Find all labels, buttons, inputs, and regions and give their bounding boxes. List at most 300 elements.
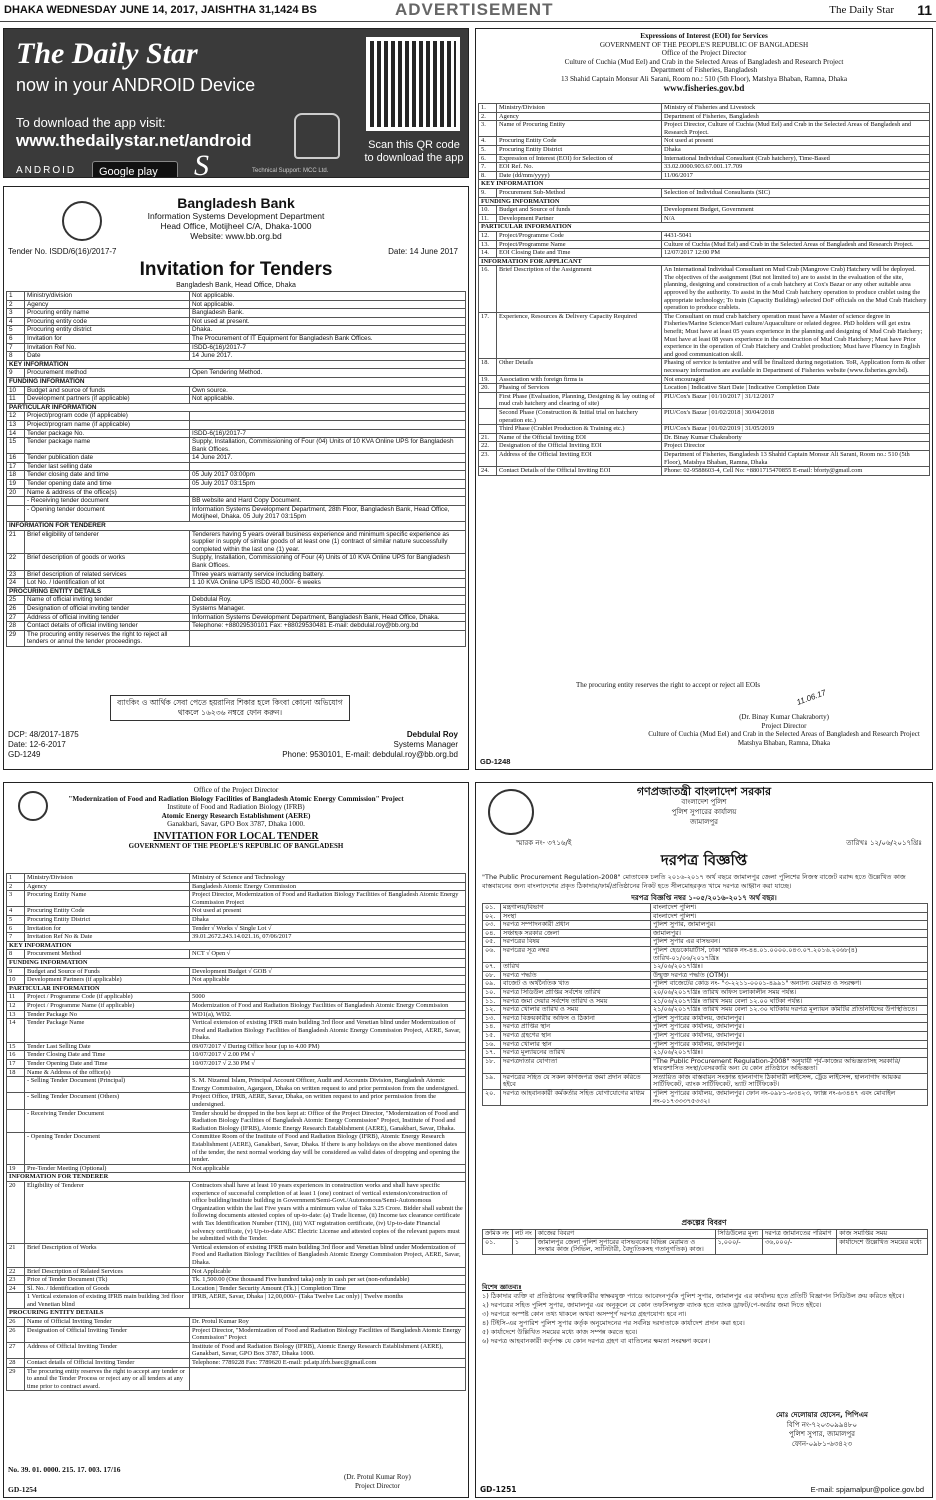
table-row xyxy=(479,188,930,197)
table-row xyxy=(479,171,930,180)
table-row xyxy=(7,343,466,352)
table-row xyxy=(483,1006,928,1015)
table-row xyxy=(7,941,466,950)
row-number: 23 xyxy=(7,570,25,579)
row-value: Bangladesh Bank. xyxy=(190,309,466,318)
table-row xyxy=(7,1243,466,1267)
row-label: দরপত্র সিডিউল প্রাপ্তির সর্বশেষ তারিখ xyxy=(501,988,651,997)
row-value: ২১/০৬/২০১৭খ্রিঃ তারিখ সময় বেলা ১২.০০ ঘটিকা পর্যন্ত। xyxy=(651,997,928,1006)
table-row xyxy=(7,1109,466,1133)
row-number: 11 xyxy=(7,993,25,1002)
row-value: Project Director, Culture of Cuchia (Mud Eel) and Crab in the Selected Areas of Bangladesh and Research Project. xyxy=(662,121,930,137)
table-row xyxy=(479,392,930,408)
row-value xyxy=(190,420,466,429)
row-value: Vertical extension of existing IFRB main building 3rd floor and Venetian blind under Modernization of Food and Radiation Biology Facilities of Bangladesh Atomic Energy Commission Project, AERE, Savar, Dhaka. xyxy=(190,1019,466,1043)
table-row xyxy=(483,1090,928,1106)
row-label: Procuring Entity District xyxy=(25,915,190,924)
row-value: 12/07/2017 12:00 PM xyxy=(662,249,930,258)
row-number: 3. xyxy=(479,121,497,137)
row-label: দরপত্রদাতার যোগ্যতা xyxy=(501,1057,651,1073)
row-label: Tender package name xyxy=(25,438,190,454)
row-label: Development partners (if applicable) xyxy=(25,395,190,404)
row-value: 1 10 KVA Online UPS ISDD 40,000/- 6 weeks xyxy=(190,579,466,588)
bb-sign: Debdulal Roy xyxy=(406,730,458,739)
row-value: Location | Tender Security Amount (Tk.) | Completion Time xyxy=(190,1284,466,1293)
google-play-badge: Google play xyxy=(92,161,178,178)
row-number: 6 xyxy=(7,334,25,343)
row-number: 26 xyxy=(7,604,25,613)
table-row xyxy=(7,403,466,412)
row-value: PIU/Cox's Bazar | 01/02/2019 | 31/05/2019 xyxy=(662,425,930,434)
bb-phone: Phone: 9530101, E-mail: debdulal.roy@bb.org.bd xyxy=(282,750,458,759)
row-number: 9 xyxy=(7,369,25,378)
row-label: Association with foreign firms is xyxy=(497,375,662,384)
table-row xyxy=(7,1342,466,1358)
row-number: 25 xyxy=(7,596,25,605)
fish-h1: Expressions of Interest (EOI) for Services xyxy=(640,32,768,40)
ad-url: www.thedailystar.net/android xyxy=(16,131,252,150)
row-value: 5000 xyxy=(190,993,466,1002)
pt-head-0: ক্রমিক নং xyxy=(483,1230,513,1239)
row-label: Procuring entity code xyxy=(25,317,190,326)
table-row xyxy=(7,317,466,326)
row-number: 4. xyxy=(479,137,497,146)
row-label: Procurement Method xyxy=(25,950,190,959)
fish-h4: Culture of Cuchia (Mud Eel) and Crab in the Selected Areas of Bangladesh and Research Project xyxy=(564,57,844,66)
row-value: Not applicable. xyxy=(190,292,466,301)
bb-signdes: Systems Manager xyxy=(393,740,458,749)
row-number: 19 xyxy=(7,1164,25,1173)
row-number xyxy=(479,408,497,424)
row-number: 18 xyxy=(7,1068,25,1077)
row-value: Debdulal Roy. xyxy=(190,596,466,605)
police-h3: পুলিশ সুপারের কার্যালয় xyxy=(671,808,737,816)
aere-signdes: Project Director xyxy=(354,1481,400,1490)
table-row xyxy=(7,522,466,531)
row-label: দরপত্র পদ্ধতি xyxy=(501,971,651,980)
row-value: Project Director, "Modernization of Food and Radiation Biology Facilities of Bangladesh Atomic Energy Commission" Project xyxy=(190,1326,466,1342)
aere-refno: No. 39. 01. 0000. 215. 17. 003. 17/16 xyxy=(8,1465,121,1474)
row-label: Project/Programme Code xyxy=(497,231,662,240)
table-row xyxy=(7,1293,466,1309)
row-label: Eligibility of Tenderer xyxy=(25,1181,190,1243)
android-robot-icon xyxy=(294,113,340,159)
table-row xyxy=(7,993,466,1002)
row-value: Project Director xyxy=(662,442,930,451)
row-number xyxy=(7,1093,25,1109)
scan-caption: Scan this QR code to download the app xyxy=(364,139,464,164)
table-row xyxy=(7,554,466,570)
row-value: Modernization of Food and Radiation Biology Facilities of Bangladesh Atomic Energy Commission xyxy=(190,1001,466,1010)
row-value xyxy=(190,462,466,471)
row-number: 16. xyxy=(479,266,497,313)
row-value: PIU/Cox's Bazar | 01/02/2018 | 30/04/2018 xyxy=(662,408,930,424)
row-label: Procurement method xyxy=(25,369,190,378)
table-row xyxy=(7,369,466,378)
table-row xyxy=(483,1049,928,1058)
fish-sign: (Dr. Binay Kumar Chakraborty) xyxy=(739,713,829,721)
row-label: দরপত্র গ্রহণের স্থান xyxy=(501,1031,651,1040)
row-number: ০৫. xyxy=(483,938,501,947)
row-label: - Opening tender document xyxy=(25,505,190,521)
table-row xyxy=(7,907,466,916)
row-value: পুলিশ সুপারের কার্যালয়, জামালপুর। xyxy=(651,1031,928,1040)
row-number: 8. xyxy=(479,171,497,180)
row-value: Department of Fisheries, Bangladesh xyxy=(662,112,930,121)
row-label: Designation of Official Inviting Tender xyxy=(25,1326,190,1342)
row-number: 2 xyxy=(7,882,25,891)
fish-signature-date: 11.06.17 xyxy=(795,688,828,707)
row-number: ১৬. xyxy=(483,1040,501,1049)
table-row xyxy=(7,1164,466,1173)
row-number: ১০. xyxy=(483,988,501,997)
table-row xyxy=(479,467,930,476)
row-value: Own source. xyxy=(190,386,466,395)
row-number: 3 xyxy=(7,309,25,318)
row-number xyxy=(7,497,25,506)
daily-star-logo: The Daily Star xyxy=(16,37,198,70)
bb-office: Head Office, Motijheel C/A, Dhaka-1000 xyxy=(160,221,312,231)
daily-star-app-ad xyxy=(3,28,469,178)
police-h4: জামালপুর xyxy=(689,818,719,826)
row-number: 17. xyxy=(479,312,497,359)
table-row xyxy=(479,197,930,206)
table-row xyxy=(479,104,930,113)
row-number: 19 xyxy=(7,480,25,489)
row-label: Experience, Resources & Delivery Capacity Required xyxy=(497,312,662,359)
pt-cell-1: ১ xyxy=(512,1238,535,1254)
row-value: Bangladesh Atomic Energy Commission xyxy=(190,882,466,891)
row-value: ২০/০৬/২০১৭খ্রিঃ তারিখ অফিস চলাকালীন সময় পর্যন্ত। xyxy=(651,988,928,997)
row-value: 10/07/2017 √ 2.00 PM √ xyxy=(190,1051,466,1060)
row-number: 12 xyxy=(7,1001,25,1010)
row-label: Tender Opening Date and Time xyxy=(25,1060,190,1069)
table-row xyxy=(7,420,466,429)
police-tender xyxy=(475,782,933,1498)
row-number: 29 xyxy=(7,630,25,646)
row-value: Dr. Binay Kumar Chakraborty xyxy=(662,433,930,442)
row-number: 14. xyxy=(479,249,497,258)
row-value: Information Systems Development Department, Bangladesh Bank, Head Office, Dhaka. xyxy=(190,613,466,622)
row-value: Tender √ Works √ Single Lot √ xyxy=(190,924,466,933)
row-number: ০৭. xyxy=(483,963,501,972)
table-row xyxy=(7,1181,466,1243)
bb-title: Invitation for Tenders xyxy=(139,259,333,280)
row-label: Development Partner xyxy=(497,214,662,223)
row-value: The Procurement of IT Equipment for Bangladesh Bank Offices. xyxy=(190,334,466,343)
row-number: 11. xyxy=(479,214,497,223)
row-label: তারিখ xyxy=(501,963,651,972)
table-row xyxy=(7,1060,466,1069)
police-note: ২) দরপত্রের সহিত পুলিশ সুপার, জামালপুর এর অনুকূলে যে কোন তফসিলভুক্ত ব্যাংক হতে ব্যাংক ড্রাফট/পে-অর্ডার জমা দিতে হইবে। xyxy=(482,1301,822,1309)
row-label: Brief eligibility of tenderer xyxy=(25,530,190,554)
aere-sign: (Dr. Protul Kumar Roy) xyxy=(344,1473,411,1481)
row-value: Development Budget, Government xyxy=(662,206,930,215)
row-number: 17 xyxy=(7,462,25,471)
pt-cell-5: কার্যাদেশে উল্লেখিত সময়ের মধ্যে xyxy=(837,1238,928,1254)
row-number: 22. xyxy=(479,442,497,451)
row-label: Development Partners (if applicable) xyxy=(25,976,190,985)
row-value: পুলিশ সুপারের কার্যালয়, জামালপুর। xyxy=(651,1023,928,1032)
row-value: Tender should be dropped in the box kept at: Office of the Project Director, "Modernization of Food and Radiation Biology Facilities of Bangladesh Atomic Energy Commission" Project, Institute of Food and Radiation Biology (IFRB), Atomic Energy Research Establishment (AERE), Ganakbari, Savar, Dhaka. xyxy=(190,1109,466,1133)
table-row xyxy=(7,967,466,976)
table-row xyxy=(479,137,930,146)
table-row xyxy=(7,596,466,605)
table-row xyxy=(479,312,930,359)
row-value: Telephone: 7789228 Fax: 7789620 E-mail: pd.atp.ifrb.baec@gmail.com xyxy=(190,1359,466,1368)
row-label: 1 Vertical extension of existing IFRB main building 3rd floor and Venetian blind xyxy=(25,1293,190,1309)
pt-cell-2: জামালপুর জেলা পুলিশ সুপারের বাসভবনের বিভিন্ন মেরামত ও সংস্কার কাজ (সিভিল, স্যানিটারী, বৈদ্যুতিকসহ গতানুগতিক) কাজ। xyxy=(535,1238,715,1254)
row-number: ০৩. xyxy=(483,921,501,930)
row-number: 18. xyxy=(479,359,497,375)
bb-date2: Date: 12-6-2017 xyxy=(8,740,66,749)
fish-h6: 13 Shahid Captain Monsur Ali Sarani, Room no.: 510 (5th Floor), Matshya Bhaban, Ramna, Dhaka xyxy=(560,74,848,83)
row-value: Not applicable. xyxy=(190,300,466,309)
row-number: 15 xyxy=(7,1042,25,1051)
row-number: 24 xyxy=(7,579,25,588)
row-number: 2. xyxy=(479,112,497,121)
row-number: ২০. xyxy=(483,1090,501,1106)
row-label: মন্ত্রণালয়/বিভাগ xyxy=(501,904,651,913)
table-row xyxy=(7,360,466,369)
pt-cell-4: ৩৬,০০০/- xyxy=(762,1238,836,1254)
row-number: 7. xyxy=(479,163,497,172)
section-heading: KEY INFORMATION xyxy=(7,941,466,950)
row-value: WD1(a), WD2. xyxy=(190,1010,466,1019)
tech-support: Technical Support: MCC Ltd. xyxy=(252,168,329,174)
table-row xyxy=(7,924,466,933)
table-row xyxy=(7,1068,466,1077)
row-value: Dhaka xyxy=(190,915,466,924)
table-row xyxy=(7,497,466,506)
table-row xyxy=(7,604,466,613)
table-row xyxy=(7,1093,466,1109)
row-label: সঞ্চাহক সরকার জেলা xyxy=(501,929,651,938)
row-label: Procuring entity district xyxy=(25,326,190,335)
row-label: - Receiving tender document xyxy=(25,497,190,506)
row-value: Phasing of service is tentative and will be finalized during negotiation. ToR, Application form & other necessary information are available in Department of Fisheries website (www.fisheries.gov.bd). xyxy=(662,359,930,375)
row-value xyxy=(190,412,466,421)
table-row xyxy=(7,613,466,622)
row-label: Contact details of official inviting tender xyxy=(25,622,190,631)
ad-line-1: now in your ANDROID Device xyxy=(16,75,256,95)
table-row xyxy=(7,429,466,438)
pt-head-4: দরপত্র জামানতের পরিমাণ xyxy=(762,1230,836,1239)
fish-h2: GOVERNMENT OF THE PEOPLE'S REPUBLIC OF BANGLADESH xyxy=(599,40,809,49)
aere-h1: Office of the Project Director xyxy=(193,786,279,794)
row-value: ISDD-6(16)/2017-7 xyxy=(190,429,466,438)
row-label: দরপত্রের সহিত যে সকল কাগজপত্র জমা প্রদান করিতে হইবে xyxy=(501,1073,651,1089)
row-number: 28 xyxy=(7,622,25,631)
pt-head-2: কাজের বিবরণ xyxy=(535,1230,715,1239)
row-value: "The Public Procurement Regulation-2008" অনুযায়ী পূর্ব-কাজের অভিজ্ঞতাসহ সরকারি/স্বায়ত্তশাসিত সংস্থা/বেসরকারি অন্য যে কোন প্রতিষ্ঠানে অভিজ্ঞতা। xyxy=(651,1057,928,1073)
row-label: Tender Last Selling Date xyxy=(25,1042,190,1051)
table-row xyxy=(483,988,928,997)
row-number: 9 xyxy=(7,967,25,976)
table-row xyxy=(479,180,930,189)
row-label: Project/program name (if applicable) xyxy=(25,420,190,429)
fish-foot2: Matshya Bhaban, Ramna, Dhaka xyxy=(737,738,831,747)
row-label: Agency xyxy=(25,882,190,891)
row-label: Tender closing date and time xyxy=(25,471,190,480)
aere-h2: "Modernization of Food and Radiation Biology Facilities of Bangladesh Atomic Energy Commission" Project xyxy=(68,794,404,803)
row-label: Tender opening date and time xyxy=(25,480,190,489)
fish-h3: Office of the Project Director xyxy=(661,49,747,58)
table-row xyxy=(479,163,930,172)
table-row xyxy=(7,874,466,883)
row-label: দরপত্র আহবানকারী কর্মকর্তার সহিত যোগাযোগের মাধ্যম xyxy=(501,1090,651,1106)
row-value: বাংলাদেশ পুলিশ। xyxy=(651,904,928,913)
row-number: ১৭. xyxy=(483,1049,501,1058)
row-label: Brief Description of Related Services xyxy=(25,1267,190,1276)
row-number: 21 xyxy=(7,530,25,554)
police-intro: "The Public Procurement Regulation-2008" মোতাবেক চলতি ২০১৬-২০১৭ অর্থ বছরে জামালপুর জেলা পুলিশের নিজস্ব বাজেট বরাদ্দ হতে উল্লেখিত কাজ বাস্তবায়নের জন্য বাংলাদেশের প্রকৃত ঠিকাদার/ফার্ম/প্রতিষ্ঠানের নিকট হতে সীলমোহরকৃত খামে দরপত্র আহ্বান করা যাচ্ছে। xyxy=(482,873,906,890)
row-label: দরপত্রের বিষয় xyxy=(501,938,651,947)
table-row xyxy=(7,915,466,924)
table-row xyxy=(7,882,466,891)
row-label: Procuring Entity Code xyxy=(497,137,662,146)
row-value: Tenderers having 5 years overall business experience and minimum specific experience as supplier in supply of similar goods of at least one (1) contract of similar nature successfully completed within the last one (1) year. xyxy=(190,530,466,554)
row-label: Tender Package Name xyxy=(25,1019,190,1043)
row-label: Date (dd/mm/yyyy) xyxy=(497,171,662,180)
table-row xyxy=(7,386,466,395)
fisheries-eoi xyxy=(475,28,933,770)
row-number: 11 xyxy=(7,395,25,404)
table-row xyxy=(7,1019,466,1043)
section-heading: PARTICULAR INFORMATION xyxy=(7,984,466,993)
fish-gd: GD-1248 xyxy=(480,757,511,766)
table-row xyxy=(7,377,466,386)
row-number: 8 xyxy=(7,950,25,959)
row-number: 1 xyxy=(7,292,25,301)
row-number xyxy=(7,1293,25,1309)
table-row xyxy=(7,1133,466,1164)
row-number: 19. xyxy=(479,375,497,384)
row-label: Project/Programme Name xyxy=(497,240,662,249)
row-number: 18 xyxy=(7,471,25,480)
row-number: 3 xyxy=(7,891,25,907)
police-title: দরপত্র বিজ্ঞপ্তি xyxy=(660,851,748,869)
table-row xyxy=(483,946,928,962)
table-row xyxy=(7,1010,466,1019)
table-row xyxy=(7,1051,466,1060)
police-subtitle: দরপত্র বিজ্ঞপ্তি নম্বর ১-০৫/২০১৬-২০১৭ অর্থ বছর। xyxy=(631,894,777,902)
row-label: দরপত্র খোলার স্থান xyxy=(501,1040,651,1049)
table-row xyxy=(7,1367,466,1391)
row-value: NCT √ Open √ xyxy=(190,950,466,959)
table-row xyxy=(483,963,928,972)
row-value: পুলিশ হেডকোয়ার্টার্স, ঢাকা স্মারক নং-৪৪.০১.০০০০.০৪৩.০৭.২০১৬.২০৬৮(৪) তারিখ-০১/০৬/২০১৭খ্রিঃ xyxy=(651,946,928,962)
row-value: 33.02.0000.903.67.001.17.709 xyxy=(662,163,930,172)
row-label: Address of the Official Inviting EOI xyxy=(497,450,662,466)
police-sign2: বিপি নং-৭২০৩০৯৯৪৮০ xyxy=(786,1420,857,1429)
fish-signdes: Project Director xyxy=(761,721,807,730)
row-label: Procuring Entity Code xyxy=(25,907,190,916)
row-value: Dhaka. xyxy=(190,326,466,335)
table-row xyxy=(479,257,930,266)
row-value: Three years warranty service including battery. xyxy=(190,570,466,579)
row-label: Project / Programme Code (if applicable) xyxy=(25,993,190,1002)
row-label: Lot No. / Identification of lot xyxy=(25,579,190,588)
table-row xyxy=(479,112,930,121)
row-value: Not applicable xyxy=(190,976,466,985)
row-value: S. M. Nizamul Islam, Principal Account Officer, Audit and Accounts Division, Bangladesh Atomic Energy Commission, Agargaon, Dhaka on written request to and prior permission from the undersigned. xyxy=(190,1077,466,1093)
row-label: EOI Closing Date and Time xyxy=(497,249,662,258)
row-number: 4 xyxy=(7,907,25,916)
row-label: দরপত্র প্রাপ্তির স্থান xyxy=(501,1023,651,1032)
row-value: Contractors shall have at least 10 years experiences in construction works and shall have specific experience of successful completion of at least 1 (one) contract of vertical extension/construction of office building/institute building in Government/Semi-Govt./Autonomous/Semi-Autonomous Organization within the last Five years with a minimum value of Taka 3.25 Crore. Bidder shall submit the following documents attested copies of up-to-date: (a) Trade license, (ii) Income tax clearance certificate with Tax Identification Number (TIN), (iii) VAT registration certificate, (iv) Up-to-date Financial solvency certificate, (v) Up-to-date ABC Electric License and attested copies of the relevant papers must be submitted with the Tender. xyxy=(190,1181,466,1243)
row-label: Project / Programme Name (if applicable) xyxy=(25,1001,190,1010)
row-label: Brief description of goods or works xyxy=(25,554,190,570)
row-label: Designation of official inviting tender xyxy=(25,604,190,613)
row-label: Name of the Official Inviting EOI xyxy=(497,433,662,442)
bb-website: Website: www.bb.org.bd xyxy=(190,231,282,241)
table-row xyxy=(7,1284,466,1293)
row-value: Ministry of Science and Technology xyxy=(190,874,466,883)
row-number: 21. xyxy=(479,433,497,442)
row-label: Sl. No. / Identification of Goods xyxy=(25,1284,190,1293)
row-number: ০৬. xyxy=(483,946,501,962)
aere-h3: Institute of Food and Radiation Biology (IFRB) xyxy=(167,803,305,812)
table-row xyxy=(483,904,928,913)
row-number: 27 xyxy=(7,1342,25,1358)
row-value: Not encouraged xyxy=(662,375,930,384)
row-number: 20. xyxy=(479,384,497,393)
row-number: 13. xyxy=(479,240,497,249)
row-label: Procuring Entity District xyxy=(497,145,662,154)
row-number: ০২. xyxy=(483,912,501,921)
police-note: ৬) দরপত্র আহবানকারী কর্তৃপক্ষ যে কোন দরপত্র গ্রহণ বা বাতিলের ক্ষমতা সংরক্ষণ করেন। xyxy=(482,1337,711,1345)
row-value: উন্মুক্ত দরপত্র পদ্ধতি (OTM)। xyxy=(651,971,928,980)
police-note: ৫) কার্যাদেশে উল্লিখিত সময়ের মধ্যে কাজ সম্পন্ন করতে হবে। xyxy=(482,1328,638,1336)
row-label: Third Phase (Crablet Production & Training etc.) xyxy=(497,425,662,434)
row-number: 12. xyxy=(479,231,497,240)
row-value: পুলিশ সুপারের কার্যালয়, জামালপুর। xyxy=(651,1014,928,1023)
row-label: Address of official inviting tender xyxy=(25,613,190,622)
row-value: Location | Indicative Start Date | Indicative Completion Date xyxy=(662,384,930,393)
row-value: Dhaka xyxy=(662,145,930,154)
bb-complaint-notice: ব্যাংকিং ও আর্থিক সেবা পেতে হয়রানির শিকার হলে কিংবা কোনো অভিযোগ থাকলে ১৬২৩৬ নম্বরে ফোন করুন। xyxy=(110,695,350,721)
row-value: Culture of Cuchia (Mud Eel) and Crab in the Selected Areas of Bangladesh and Research Project. xyxy=(662,240,930,249)
row-number: ১৫. xyxy=(483,1031,501,1040)
row-label: Name & address of the office(s) xyxy=(25,488,190,497)
pt-head-1: লট নং xyxy=(512,1230,535,1239)
row-label: Invitation Ref No. xyxy=(25,343,190,352)
table-row xyxy=(479,450,930,466)
row-label: Budget and Source of funds xyxy=(497,206,662,215)
row-number: 10 xyxy=(7,386,25,395)
row-label: Second Phase (Construction & Initial trial on hatchery operation etc.) xyxy=(497,408,662,424)
police-sign4: ফোন-০৯৮১-৬৩৪২৩ xyxy=(791,1439,853,1448)
aere-gd: GD-1254 xyxy=(8,1485,37,1494)
table-row xyxy=(479,154,930,163)
row-label: Procuring entity name xyxy=(25,309,190,318)
table-row xyxy=(479,240,930,249)
row-value: Systems Manager. xyxy=(190,604,466,613)
pt-cell-0: ০১. xyxy=(483,1238,513,1254)
row-value: 05 July 2017 03:00pm xyxy=(190,471,466,480)
row-number xyxy=(479,392,497,408)
police-project-table xyxy=(482,1229,928,1255)
police-ref: স্মারক নং- ৩৭১৬/ই xyxy=(516,839,572,847)
table-row xyxy=(7,1173,466,1182)
row-number: ১৯. xyxy=(483,1073,501,1089)
row-value: 10/07/2017 √ 2.30 PM √ xyxy=(190,1060,466,1069)
table-row xyxy=(7,530,466,554)
row-label: দরপত্র সম্পাদনকারী প্রধান xyxy=(501,921,651,930)
row-value: Project Director, Modernization of Food and Radiation Biology Facilities of Bangladesh Atomic Energy Commission Project xyxy=(190,891,466,907)
police-seal-icon xyxy=(488,789,534,835)
